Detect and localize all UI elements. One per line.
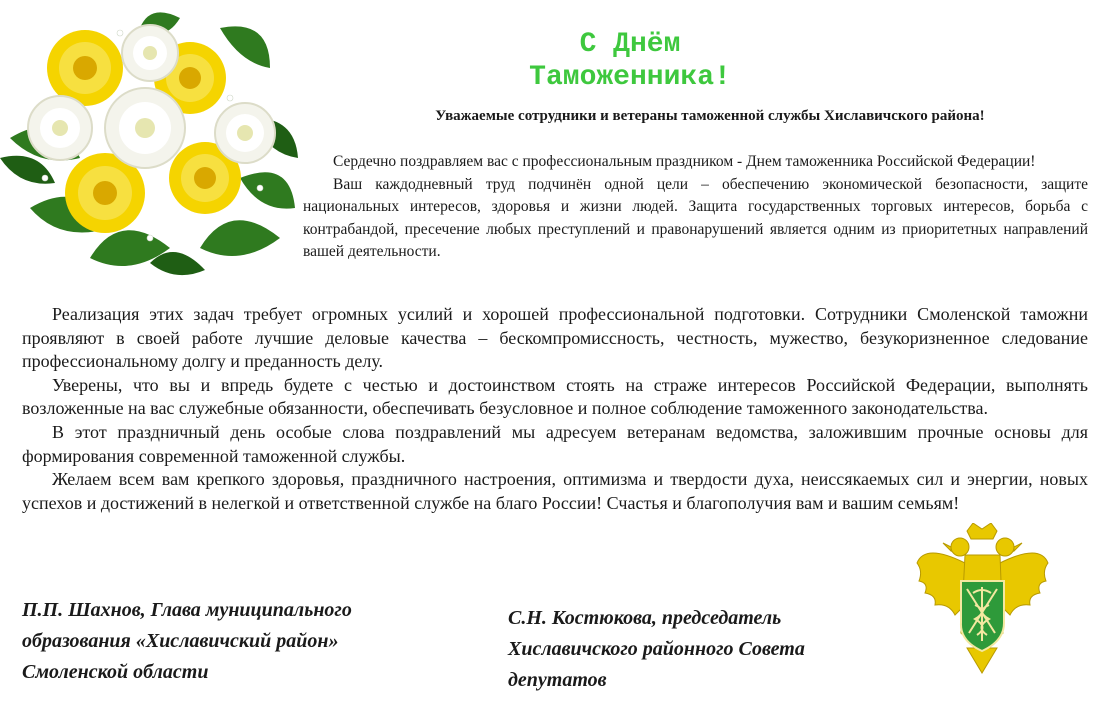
customs-emblem-icon [915, 523, 1050, 675]
page-title [430, 28, 830, 94]
intro-paragraph: Сердечно поздравляем вас с профессиональным праздником - Днем таможенника Российской Федерации! [333, 153, 1036, 170]
salutation: Уважаемые сотрудники и ветераны таможенной службы Хиславичского района! [435, 108, 985, 124]
yellow-flower-1 [47, 30, 123, 106]
intro-text [303, 151, 1088, 264]
signature-right [508, 603, 805, 696]
signature-line: Смоленской области [22, 661, 209, 683]
title-line-2: Таможенника! [529, 62, 731, 93]
main-paragraph: Реализация этих задач требует огромных усилий и хорошей профессиональной подготовки. Сотрудники Смоленской таможни проявляют в своей работе лучшие деловые качества – бескомпромиссность, честность, мужество, безукоризненное следование профессиональному долгу и преданность делу. [22, 304, 1088, 372]
signature-line: образования «Хиславичский район» [22, 630, 339, 652]
signature-left [22, 595, 352, 688]
signature-line: Хиславичского районного Совета [508, 638, 805, 660]
main-paragraph: Уверены, что вы и впредь будете с честью и достоинством стоять на страже интересов Российской Федерации, выполнять возложенные на вас служебные обязанности, обеспечивать безусловное и полное соблюдение таможенного законодательства. [22, 374, 1088, 419]
intro-paragraph: Ваш каждодневный труд подчинён одной цели – обеспечению экономической безопасности, защите национальных интересов, здоровья и жизни людей. Защита государственных торговых интересов, борьба с контрабандой, пресечение любых преступлений и правонарушений является одним из приоритетных направлений вашей деятельности. [303, 175, 1088, 260]
signature-line: депутатов [508, 669, 607, 691]
bouquet-image [0, 8, 300, 288]
signature-line: С.Н. Костюкова, председатель [508, 607, 782, 629]
title-line-1: С Днём [579, 29, 681, 60]
main-paragraph: В этот праздничный день особые слова поздравлений мы адресуем ветеранам ведомства, заложившим прочные основы для формирования современной таможенной службы. [22, 421, 1088, 466]
signature-line: П.П. Шахнов, Глава муниципального [22, 599, 352, 621]
main-paragraph: Желаем всем вам крепкого здоровья, праздничного настроения, оптимизма и твердости духа, неиссякаемых сил и энергии, новых успехов и достижений в нелегкой и ответственной службе на благо России! Счастья и благополучия вам и вашим семьям! [22, 469, 1088, 513]
main-text [22, 303, 1088, 515]
